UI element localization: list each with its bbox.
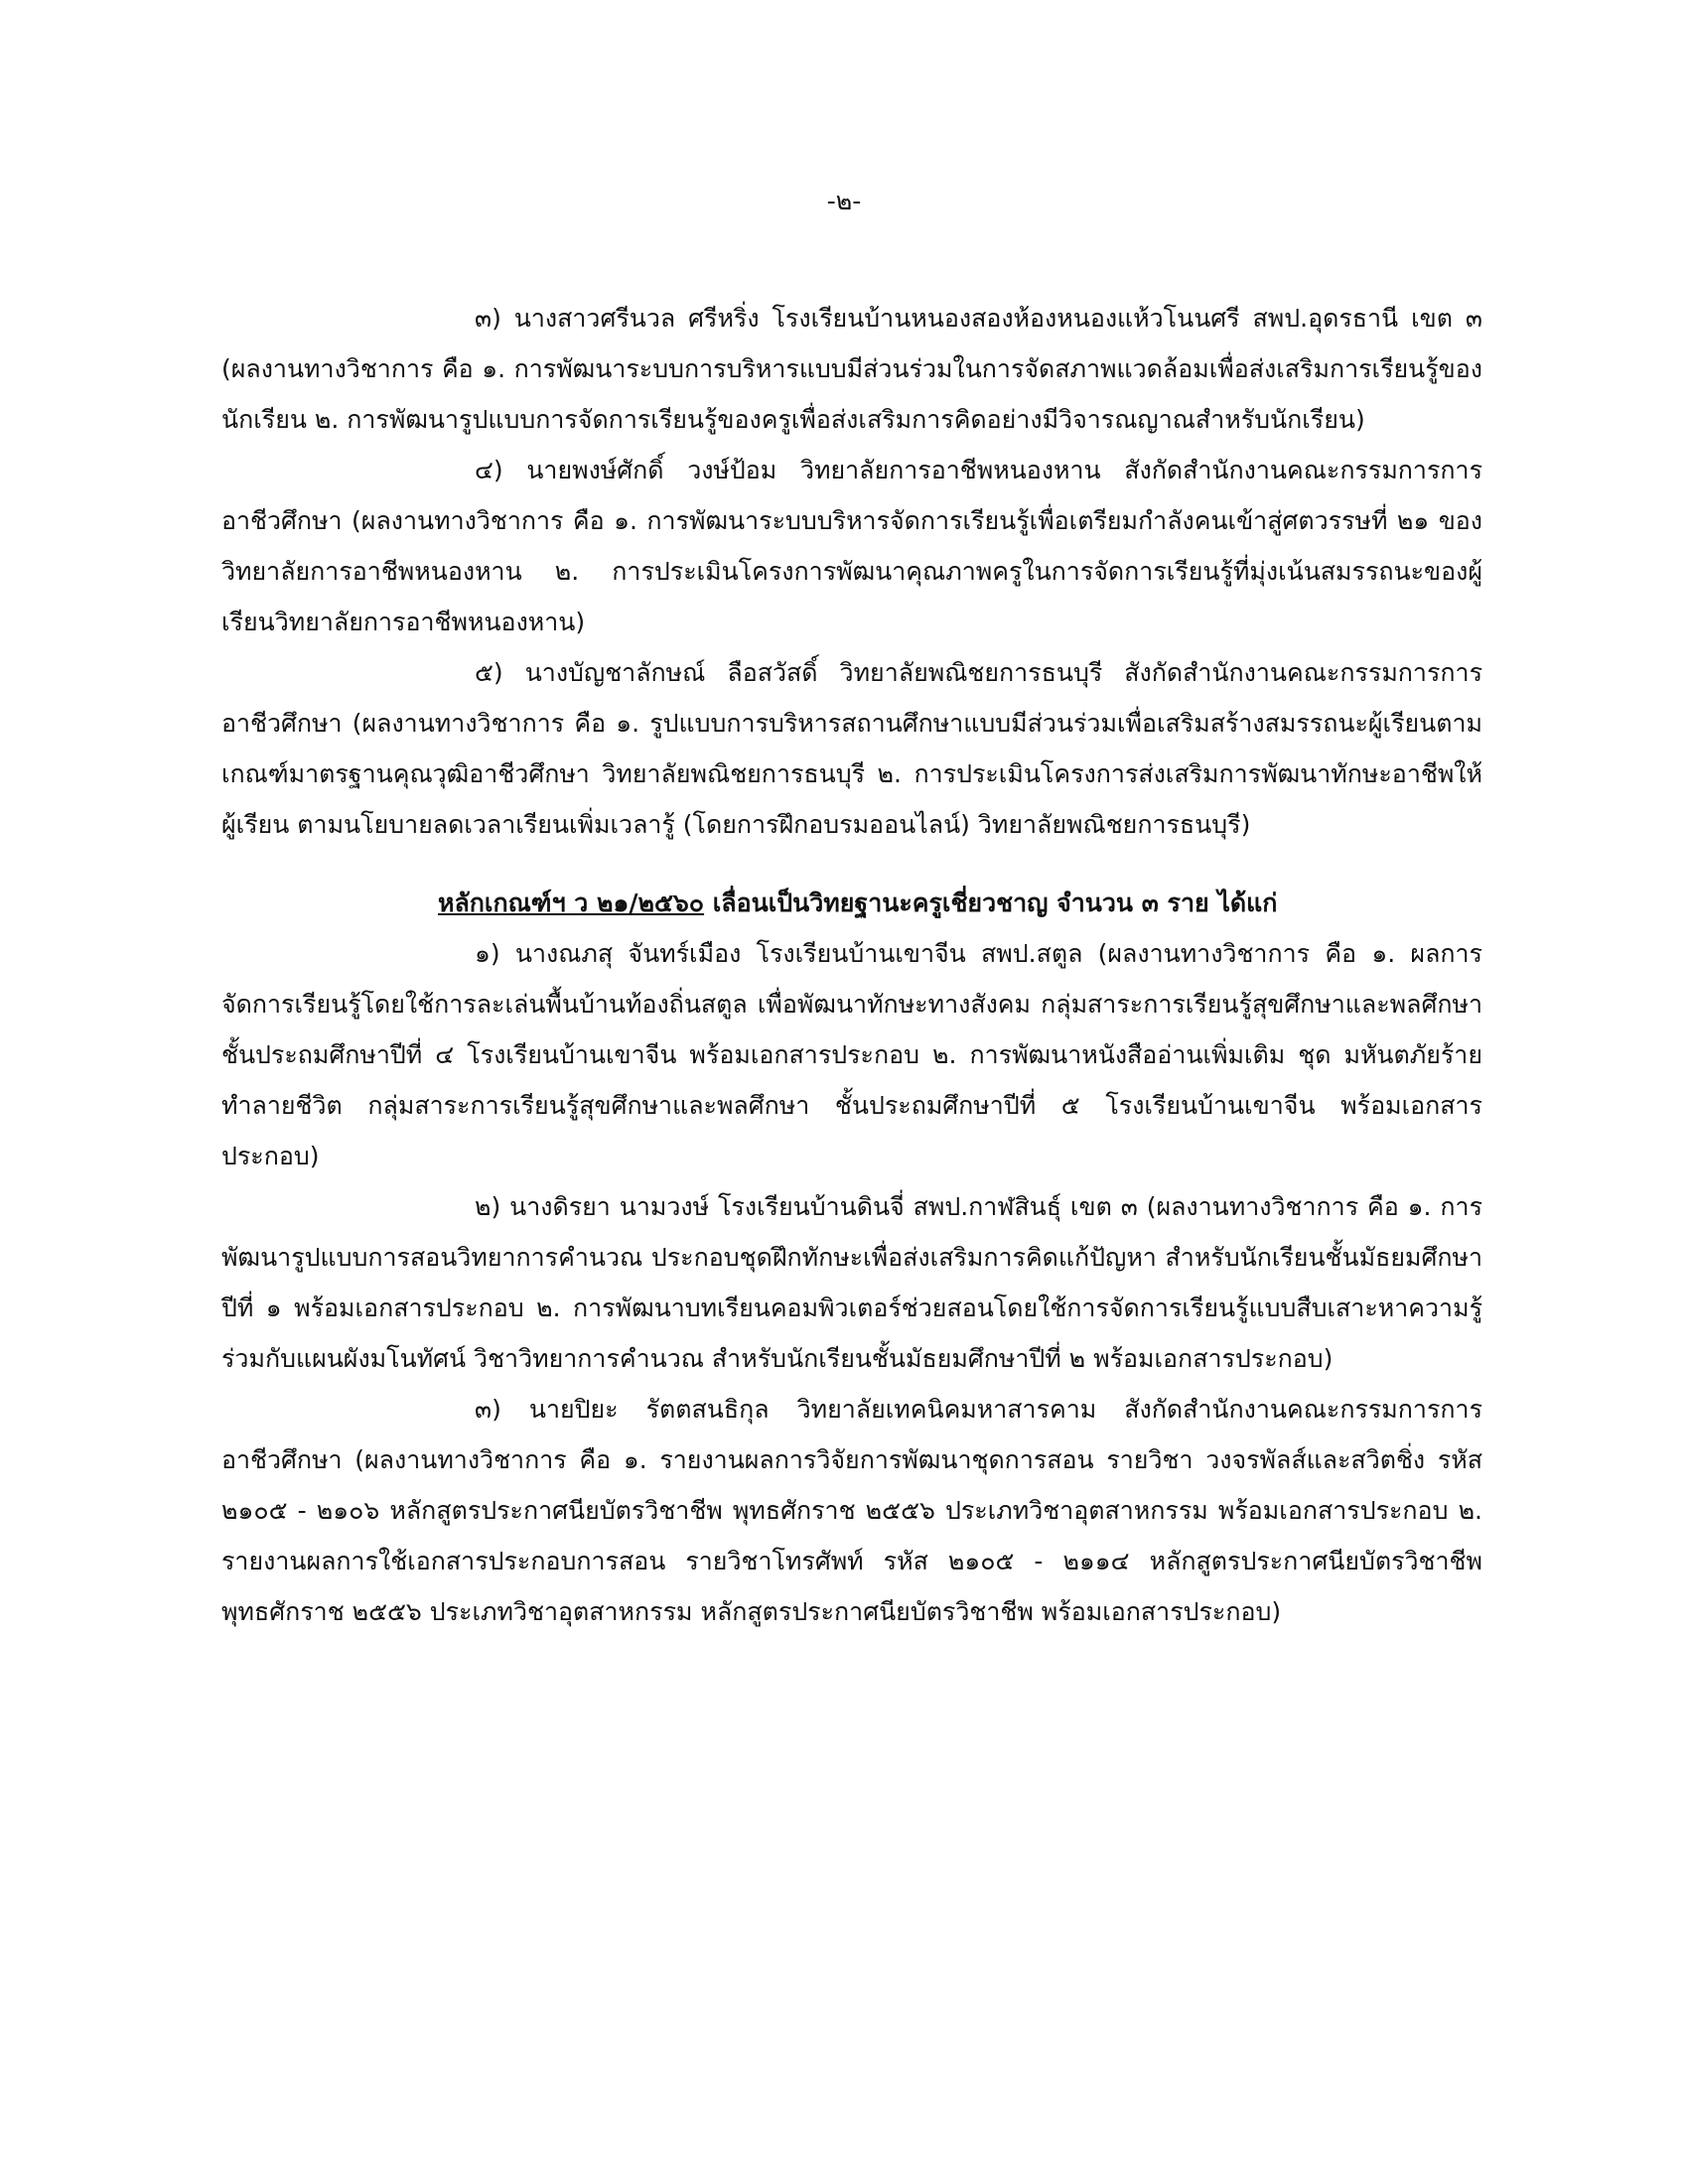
section-heading-text: เลื่อนเป็นวิทยฐานะครูเชี่ยวชาญ จำนวน ๓ ราย ได้แก่ [704, 888, 1278, 917]
section-heading [221, 878, 1482, 928]
criteria-reference: หลักเกณฑ์ฯ ว ๒๑/๒๕๖๐ [438, 888, 705, 917]
list-item: ๓) นายปิยะ รัตตสนธิกุล วิทยาลัยเทคนิคมหาสารคาม สังกัดสำนักงานคณะกรรมการการอาชีวศึกษา (ผลงานทางวิชาการ คือ ๑. รายงานผลการวิจัยการพัฒนาชุดการสอน รายวิชา วงจรพัลส์และสวิตชิ่ง รหัส ๒๑๐๕ - ๒๑๐๖ หลักสูตรประกาศนียบัตรวิชาชีพ พุทธศักราช ๒๕๕๖ ประเภทวิชาอุตสาหกรรม พร้อมเอกสารประกอบ ๒. รายงานผลการใช้เอกสารประกอบการสอน รายวิชาโทรศัพท์ รหัส ๒๑๐๕ - ๒๑๑๔ หลักสูตรประกาศนียบัตรวิชาชีพ พุทธศักราช ๒๕๕๖ ประเภทวิชาอุตสาหกรรม หลักสูตรประกาศนียบัตรวิชาชีพ พร้อมเอกสารประกอบ) [221, 1395, 1482, 1626]
list-item: ๓) นางสาวศรีนวล ศรีหริ่ง โรงเรียนบ้านหนองสองห้องหนองแห้วโนนศรี สพป.อุดรธานี เขต ๓ (ผลงานทางวิชาการ คือ ๑. การพัฒนาระบบการบริหารแบบมีส่วนร่วมในการจัดสภาพแวดล้อมเพื่อส่งเสริมการเรียนรู้ของนักเรียน ๒. การพัฒนารูปแบบการจัดการเรียนรู้ของครูเพื่อส่งเสริมการคิดอย่างมีวิจารณญาณสำหรับนักเรียน) [221, 304, 1482, 434]
list-item: ๕) นางบัญชาลักษณ์ ลือสวัสดิ์ วิทยาลัยพณิชยการธนบุรี สังกัดสำนักงานคณะกรรมการการอาชีวศึกษา (ผลงานทางวิชาการ คือ ๑. รูปแบบการบริหารสถานศึกษาแบบมีส่วนร่วมเพื่อเสริมสร้างสมรรถนะผู้เรียนตามเกณฑ์มาตรฐานคุณวุฒิอาชีวศึกษา วิทยาลัยพณิชยการธนบุรี ๒. การประเมินโครงการส่งเสริมการพัฒนาทักษะอาชีพให้ผู้เรียน ตามนโยบายลดเวลาเรียนเพิ่มเวลารู้ (โดยการฝึกอบรมออนไลน์) วิทยาลัยพณิชยการธนบุรี) [221, 658, 1482, 839]
document-body [221, 293, 1482, 1637]
section-divider [221, 850, 1482, 878]
page-number: -๒- [826, 187, 862, 215]
list-item: ๔) นายพงษ์ศักดิ์ วงษ์ป้อม วิทยาลัยการอาชีพหนองหาน สังกัดสำนักงานคณะกรรมการการอาชีวศึกษา (ผลงานทางวิชาการ คือ ๑. การพัฒนาระบบบริหารจัดการเรียนรู้เพื่อเตรียมกำลังคนเข้าสู่ศตวรรษที่ ๒๑ ของวิทยาลัยการอาชีพหนองหาน ๒. การประเมินโครงการพัฒนาคุณภาพครูในการจัดการเรียนรู้ที่มุ่งเน้นสมรรถนะของผู้เรียนวิทยาลัยการอาชีพหนองหาน) [221, 456, 1482, 636]
list-item: ๒) นางดิรยา นามวงษ์ โรงเรียนบ้านดินจี่ สพป.กาฬสินธุ์ เขต ๓ (ผลงานทางวิชาการ คือ ๑. การพัฒนารูปแบบการสอนวิทยาการคำนวณ ประกอบชุดฝึกทักษะเพื่อส่งเสริมการคิดแก้ปัญหา สำหรับนักเรียนชั้นมัธยมศึกษาปีที่ ๑ พร้อมเอกสารประกอบ ๒. การพัฒนาบทเรียนคอมพิวเตอร์ช่วยสอนโดยใช้การจัดการเรียนรู้แบบสืบเสาะหาความรู้ร่วมกับแผนผังมโนทัศน์ วิชาวิทยาการคำนวณ สำหรับนักเรียนชั้นมัธยมศึกษาปีที่ ๒ พร้อมเอกสารประกอบ) [221, 1192, 1482, 1373]
list-item: ๑) นางณภสุ จันทร์เมือง โรงเรียนบ้านเขาจีน สพป.สตูล (ผลงานทางวิชาการ คือ ๑. ผลการจัดการเรียนรู้โดยใช้การละเล่นพื้นบ้านท้องถิ่นสตูล เพื่อพัฒนาทักษะทางสังคม กลุ่มสาระการเรียนรู้สุขศึกษาและพลศึกษา ชั้นประถมศึกษาปีที่ ๔ โรงเรียนบ้านเขาจีน พร้อมเอกสารประกอบ ๒. การพัฒนาหนังสืออ่านเพิ่มเติม ชุด มหันตภัยร้าย ทำลายชีวิต กลุ่มสาระการเรียนรู้สุขศึกษาและพลศึกษา ชั้นประถมศึกษาปีที่ ๕ โรงเรียนบ้านเขาจีน พร้อมเอกสารประกอบ) [221, 939, 1482, 1170]
